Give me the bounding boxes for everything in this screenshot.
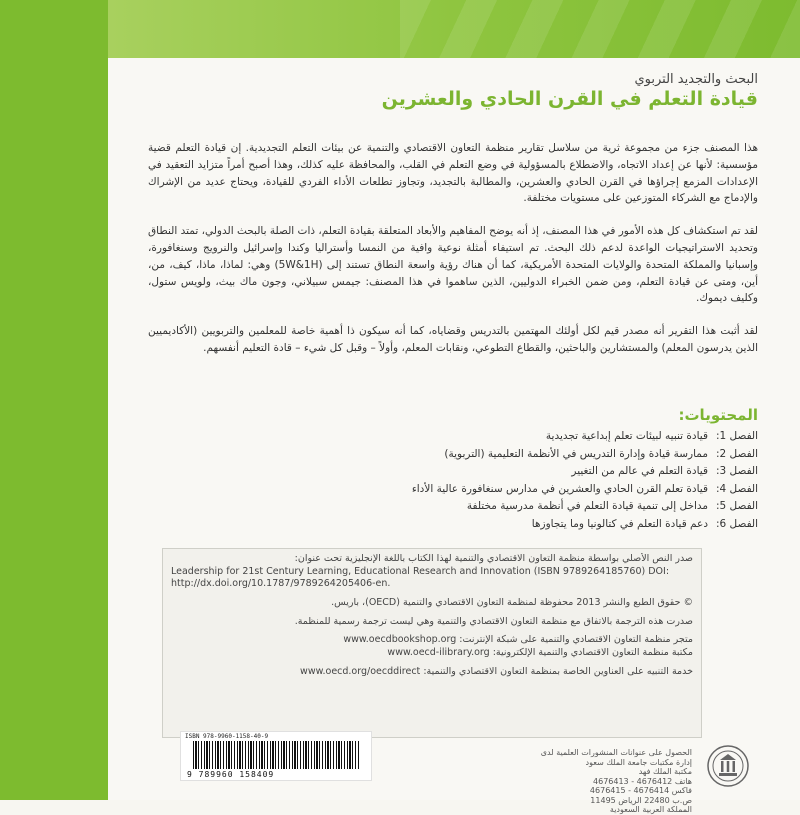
- chapter-number: الفصل 6:: [715, 517, 758, 530]
- isbn-label: ISBN 978-9960-1158-40-9: [185, 733, 269, 740]
- credit-line: صدر النص الأصلي بواسطة منظمة التعاون الاقتصادي والتنمية لهذا الكتاب باللغة الإنجليزية تحت عنوان:: [294, 553, 693, 564]
- chapter-title: دعم قيادة التعلم في كتالونيا وما يتجاوزها: [531, 517, 708, 530]
- isbn-barcode: [180, 731, 372, 781]
- credit-line: مكتبة منظمة التعاون الاقتصادي والتنمية الإلكترونية: www.oecd-ilibrary.org: [387, 647, 693, 659]
- intro-paragraph-3: لقد أثبت هذا التقرير أنه مصدر قيم لكل أولئك المهتمين بالتدريس وقضاياه، كما أنه سيكون ذا أهمية خاصة للمعلمين والتربويين (الأكاديميين الذين يدرسون المعلم) والمستشارين والباحثين، والقطاع التطوعي، ونقابات المعلم، وأولاً – وقبل كل شيء – قادة التعليم أنفسهم.: [148, 325, 758, 354]
- barcode-number: 9 789960 158409: [187, 770, 275, 779]
- intro-paragraph-1: هذا المصنف جزء من مجموعة ثرية من سلاسل تقارير منظمة التعاون الاقتصادي والتنمية عن بيئات التعلم التجديدية. إن قيادة التعلم قضية مؤسسية: لأنها عن إعداد الاتجاه، والاضطلاع بالمسؤولية في وضع التعلم في القلب، والمحافظة عليه كذلك، وهذا أصبح أمراً متزايد التعقيد في الإعدادات المزمع إجراؤها في القرن الحادي والعشرين، والمطالبة بالتجديد، وتجاوز تطلعات الأداء الفردي للقيادة، ويحتاج عديد من الإشراك والإدماج مع الشركاء المتوزعين على مستويات مختلفة.: [148, 142, 758, 205]
- chapter-title: مداخل إلى تنمية قيادة التعلم في أنظمة مدرسية مختلفة: [466, 500, 708, 512]
- left-green-bar: [0, 0, 108, 800]
- credit-line: © حقوق الطبع والنشر 2013 محفوظة لمنظمة التعاون الاقتصادي والتنمية (OECD)، باريس.: [331, 597, 693, 609]
- credit-line: http://dx.doi.org/10.1787/9789264205406-en.: [171, 578, 391, 590]
- contents-item: [148, 516, 758, 534]
- publisher-line: مكتبة الملك فهد: [638, 767, 692, 776]
- intro-text: [148, 140, 758, 373]
- chapter-title: قيادة تنبيه لبيئات تعلم إبداعية تجديدية: [545, 430, 708, 442]
- chapter-title: قيادة التعلم في عالم من التغيير: [571, 465, 708, 477]
- chapter-title: قيادة تعلم القرن الحادي والعشرين في مدارس سنغافورة عالية الأداء: [411, 482, 708, 495]
- credit-line: صدرت هذه الترجمة بالاتفاق مع منظمة التعاون الاقتصادي والتنمية وهي ليست ترجمة رسمية للمنظمة.: [294, 615, 693, 627]
- top-green-band: [108, 0, 800, 58]
- contents-item: [148, 481, 758, 499]
- contents-item: [148, 498, 758, 516]
- band-stripes: [400, 0, 800, 58]
- publisher-line: هاتف 4676412 - 4676413: [593, 776, 692, 786]
- publisher-line: إدارة مكتبات جامعة الملك سعود: [585, 757, 692, 767]
- credit-line: خدمة التنبيه على العناوين الخاصة بمنظمة التعاون الاقتصادي والتنمية: www.oecd.org/oecddirect: [300, 665, 693, 677]
- barcode-bars: [193, 741, 359, 769]
- publisher-line: المملكة العربية السعودية: [609, 805, 692, 814]
- contents-item: [148, 428, 758, 446]
- chapter-number: الفصل 2:: [715, 447, 758, 460]
- contents-item: [148, 463, 758, 481]
- publisher-info: [412, 748, 692, 815]
- credit-line: متجر منظمة التعاون الاقتصادي والتنمية على شبكة الإنترنت: www.oecdbookshop.org: [343, 634, 693, 646]
- credits-box: [162, 548, 702, 738]
- publisher-line: ص.ب 22480 الرياض 11495: [590, 795, 692, 805]
- contents-item: [148, 446, 758, 464]
- contents-heading: المحتويات:: [678, 406, 758, 424]
- intro-paragraph-2: لقد تم استكشاف كل هذه الأمور في هذا المصنف، إذ أنه يوضح المفاهيم والأبعاد المتعلقة بقيادة التعلم، ذات الصلة بالبحث الدولي، تمتد النطاق وتحديد الاستراتيجيات الواعدة لدعم ذلك البحث. تم استيفاء أمثلة نوعية وافية من النمسا وأستراليا وكندا وإسرائيل والنرويج وسنغافورة، وإسبانيا والمملكة المتحدة والولايات المتحدة الأمريكية، كما أن هناك رؤية واسعة النطاق تستند إلى (5W&1H) وهي: لماذا، ماذا، كيف، من، أين، ومتى عن قيادة التعلم، ومن ضمن الخبراء الدوليين، الذين ساهموا في هذا المصنف: جيمس سبيلاني، وجون ماك بيث، ولويس ستول، وكليف ديموك.: [148, 225, 758, 305]
- publisher-line: فاكس 4676414 - 4676415: [589, 786, 692, 795]
- chapter-number: الفصل 4:: [715, 482, 758, 495]
- contents-list: [148, 428, 758, 533]
- chapter-number: الفصل 5:: [715, 500, 758, 512]
- publisher-seal-icon: [706, 744, 750, 788]
- chapter-number: الفصل 3:: [715, 465, 758, 477]
- credit-line: Leadership for 21st Century Learning, Educational Research and Innovation (ISBN 9789264185760) DOI:: [171, 565, 670, 577]
- publisher-line: الحصول على عنوانات المنشورات العلمية لدى: [540, 748, 692, 757]
- chapter-number: الفصل 1:: [715, 430, 758, 442]
- book-title: قيادة التعلم في القرن الحادي والعشرين: [381, 88, 758, 110]
- series-name: البحث والتجديد التربوي: [634, 72, 758, 87]
- chapter-title: ممارسة قيادة وإدارة التدريس في الأنظمة التعليمية (التربوية): [444, 447, 708, 460]
